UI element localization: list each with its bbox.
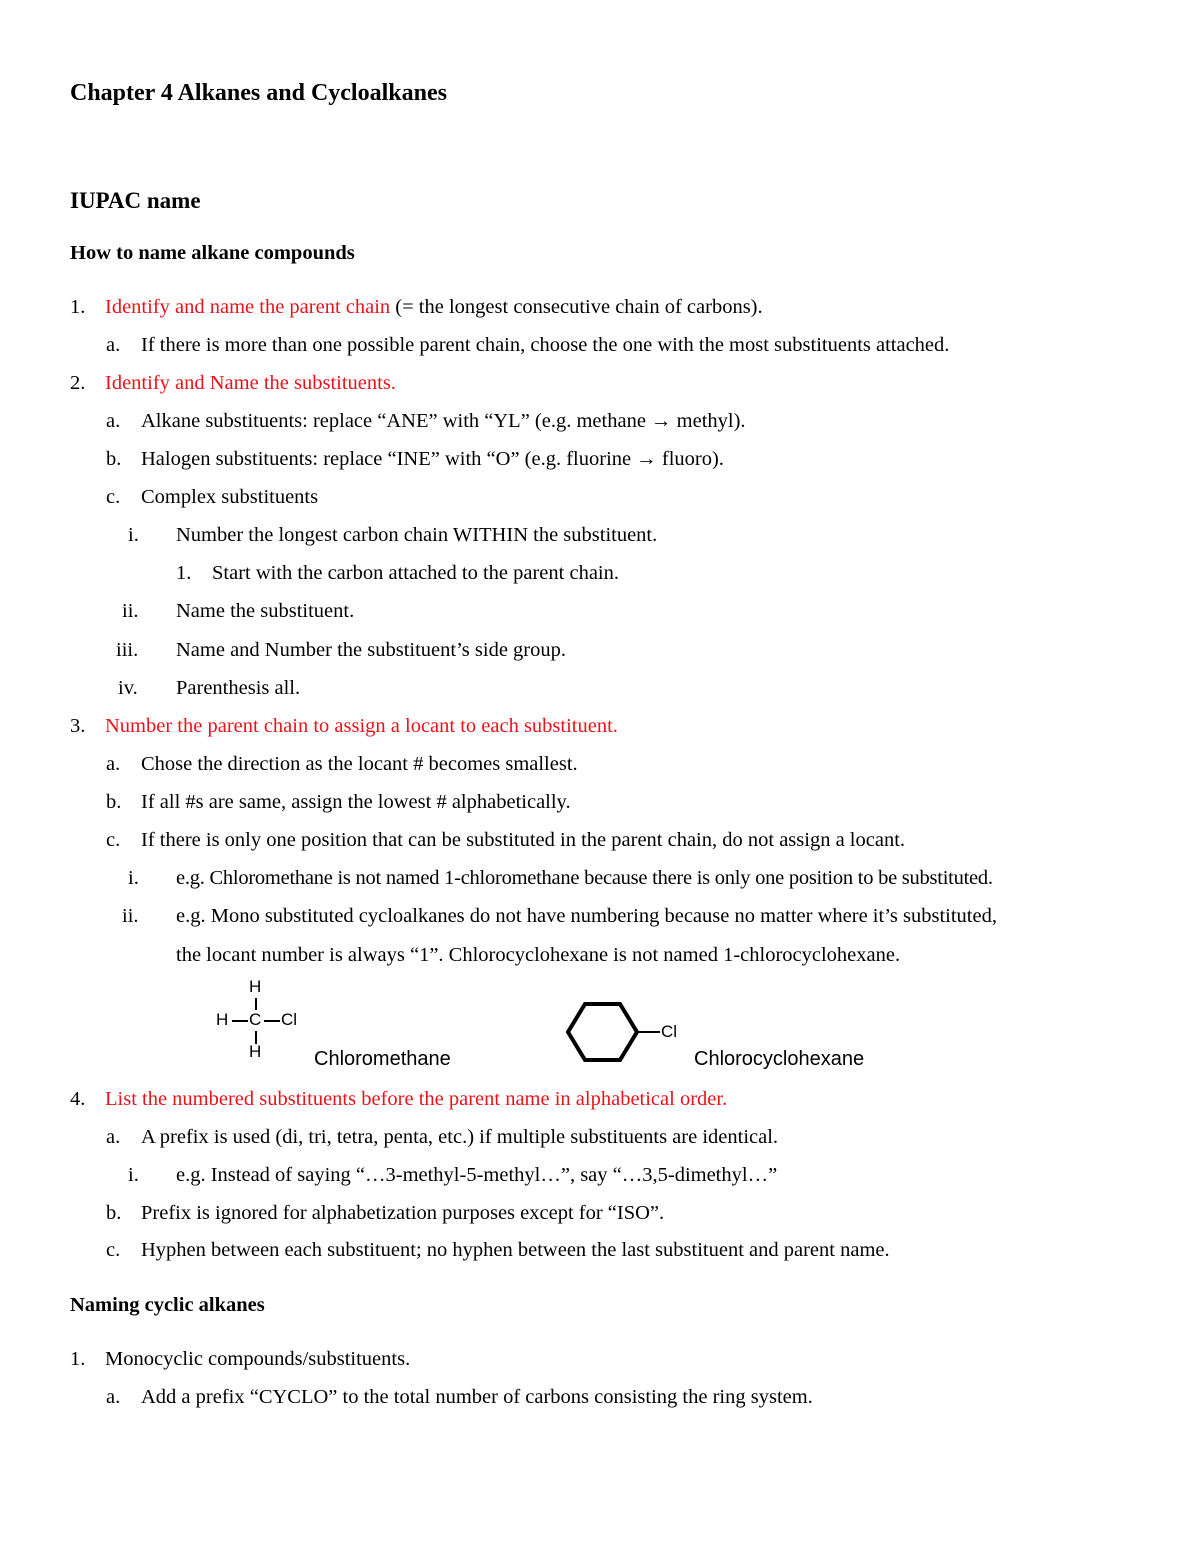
step-3c-ii-text: e.g. Mono substituted cycloalkanes do not have numbering because no matter where it’s substituted, xyxy=(176,905,997,927)
atom-h-top: H xyxy=(249,977,262,996)
step-2-heading: Identify and Name the substituents. xyxy=(105,372,396,394)
step-2a-text: Alkane substituents: replace “ANE” with “YL” (e.g. methane → methyl). xyxy=(141,410,746,432)
step-3a-label: a. xyxy=(106,753,121,775)
step-2b-text: Halogen substituents: replace “INE” with “O” (e.g. fluorine → fluoro). xyxy=(141,448,724,470)
step-3c-i-text: e.g. Chloromethane is not named 1-chloromethane because there is only one position to be substituted. xyxy=(176,867,993,889)
cyclic-step-1-number: 1. xyxy=(70,1348,86,1370)
step-2c-iv-label: iv. xyxy=(118,677,138,699)
step-3-heading: Number the parent chain to assign a locant to each substituent. xyxy=(105,715,618,737)
step-2b-label: b. xyxy=(106,448,122,470)
step-4a-i-text: e.g. Instead of saying “…3-methyl-5-methyl…”, say “…3,5-dimethyl…” xyxy=(176,1164,778,1186)
step-3b-text: If all #s are same, assign the lowest # alphabetically. xyxy=(141,791,571,813)
step-4b-text: Prefix is ignored for alphabetization purposes except for “ISO”. xyxy=(141,1202,665,1224)
step-1a-text: If there is more than one possible parent chain, choose the one with the most substituents attached. xyxy=(141,334,950,356)
subheading-alkanes: How to name alkane compounds xyxy=(70,242,355,264)
step-4c-label: c. xyxy=(106,1239,121,1261)
cyclic-step-1a-text: Add a prefix “CYCLO” to the total number of carbons consisting the ring system. xyxy=(141,1386,813,1408)
step-4a-label: a. xyxy=(106,1126,121,1148)
ring-atom-cl: Cl xyxy=(661,1022,678,1041)
step-2c-i-label: i. xyxy=(128,524,139,546)
step-1-number: 1. xyxy=(70,296,86,318)
step-1a-label: a. xyxy=(106,334,121,356)
step-3c-text: If there is only one position that can be substituted in the parent chain, do not assign a locant. xyxy=(141,829,906,851)
step-2-number: 2. xyxy=(70,372,86,394)
atom-h-bottom: H xyxy=(249,1042,262,1061)
step-2c-i-text: Number the longest carbon chain WITHIN the substituent. xyxy=(176,524,658,546)
chloromethane-caption: Chloromethane xyxy=(314,1048,451,1070)
step-1-heading: Identify and name the parent chain xyxy=(105,296,391,318)
step-1-text: (= the longest consecutive chain of carbons). xyxy=(390,296,763,318)
step-2a-label: a. xyxy=(106,410,121,432)
step-3-number: 3. xyxy=(70,715,86,737)
step-2c-text: Complex substituents xyxy=(141,486,319,508)
step-4a-i-label: i. xyxy=(128,1164,139,1186)
chapter-title: Chapter 4 Alkanes and Cycloalkanes xyxy=(70,80,447,106)
step-2c-label: c. xyxy=(106,486,121,508)
cyclic-step-1a-label: a. xyxy=(106,1386,121,1408)
step-4-number: 4. xyxy=(70,1088,86,1110)
step-4-heading: List the numbered substituents before the parent name in alphabetical order. xyxy=(105,1088,728,1110)
step-2c-iv-text: Parenthesis all. xyxy=(176,677,301,699)
step-2c-ii-text: Name the substituent. xyxy=(176,600,355,622)
chlorocyclohexane-caption: Chlorocyclohexane xyxy=(694,1048,865,1070)
subheading-cyclic: Naming cyclic alkanes xyxy=(70,1294,265,1316)
step-3c-label: c. xyxy=(106,829,121,851)
step-2c-iii-text: Name and Number the substituent’s side group. xyxy=(176,639,567,661)
step-4b-label: b. xyxy=(106,1202,122,1224)
step-3a-text: Chose the direction as the locant # becomes smallest. xyxy=(141,753,578,775)
step-2c-iii-label: iii. xyxy=(116,639,139,661)
step-2c-ii-label: ii. xyxy=(122,600,139,622)
atom-cl: Cl xyxy=(281,1010,298,1029)
step-3c-ii-label: ii. xyxy=(122,905,139,927)
atom-h-left: H xyxy=(216,1010,229,1029)
cyclic-step-1-text: Monocyclic compounds/substituents. xyxy=(105,1348,411,1370)
step-4a-text: A prefix is used (di, tri, tetra, penta, etc.) if multiple substituents are identical. xyxy=(141,1126,779,1148)
step-4c-text: Hyphen between each substituent; no hyphen between the last substituent and parent name. xyxy=(141,1239,890,1261)
section-heading: IUPAC name xyxy=(70,188,201,213)
atom-c: C xyxy=(249,1010,262,1029)
step-3b-label: b. xyxy=(106,791,122,813)
step-3c-ii-text-continued: the locant number is always “1”. Chlorocyclohexane is not named 1-chlorocyclohexane. xyxy=(176,944,901,966)
step-3c-i-label: i. xyxy=(128,867,139,889)
step-2c-i-1-text: Start with the carbon attached to the parent chain. xyxy=(212,562,619,584)
cyclohexane-ring xyxy=(568,1004,637,1060)
step-2c-i-1-label: 1. xyxy=(176,562,192,584)
